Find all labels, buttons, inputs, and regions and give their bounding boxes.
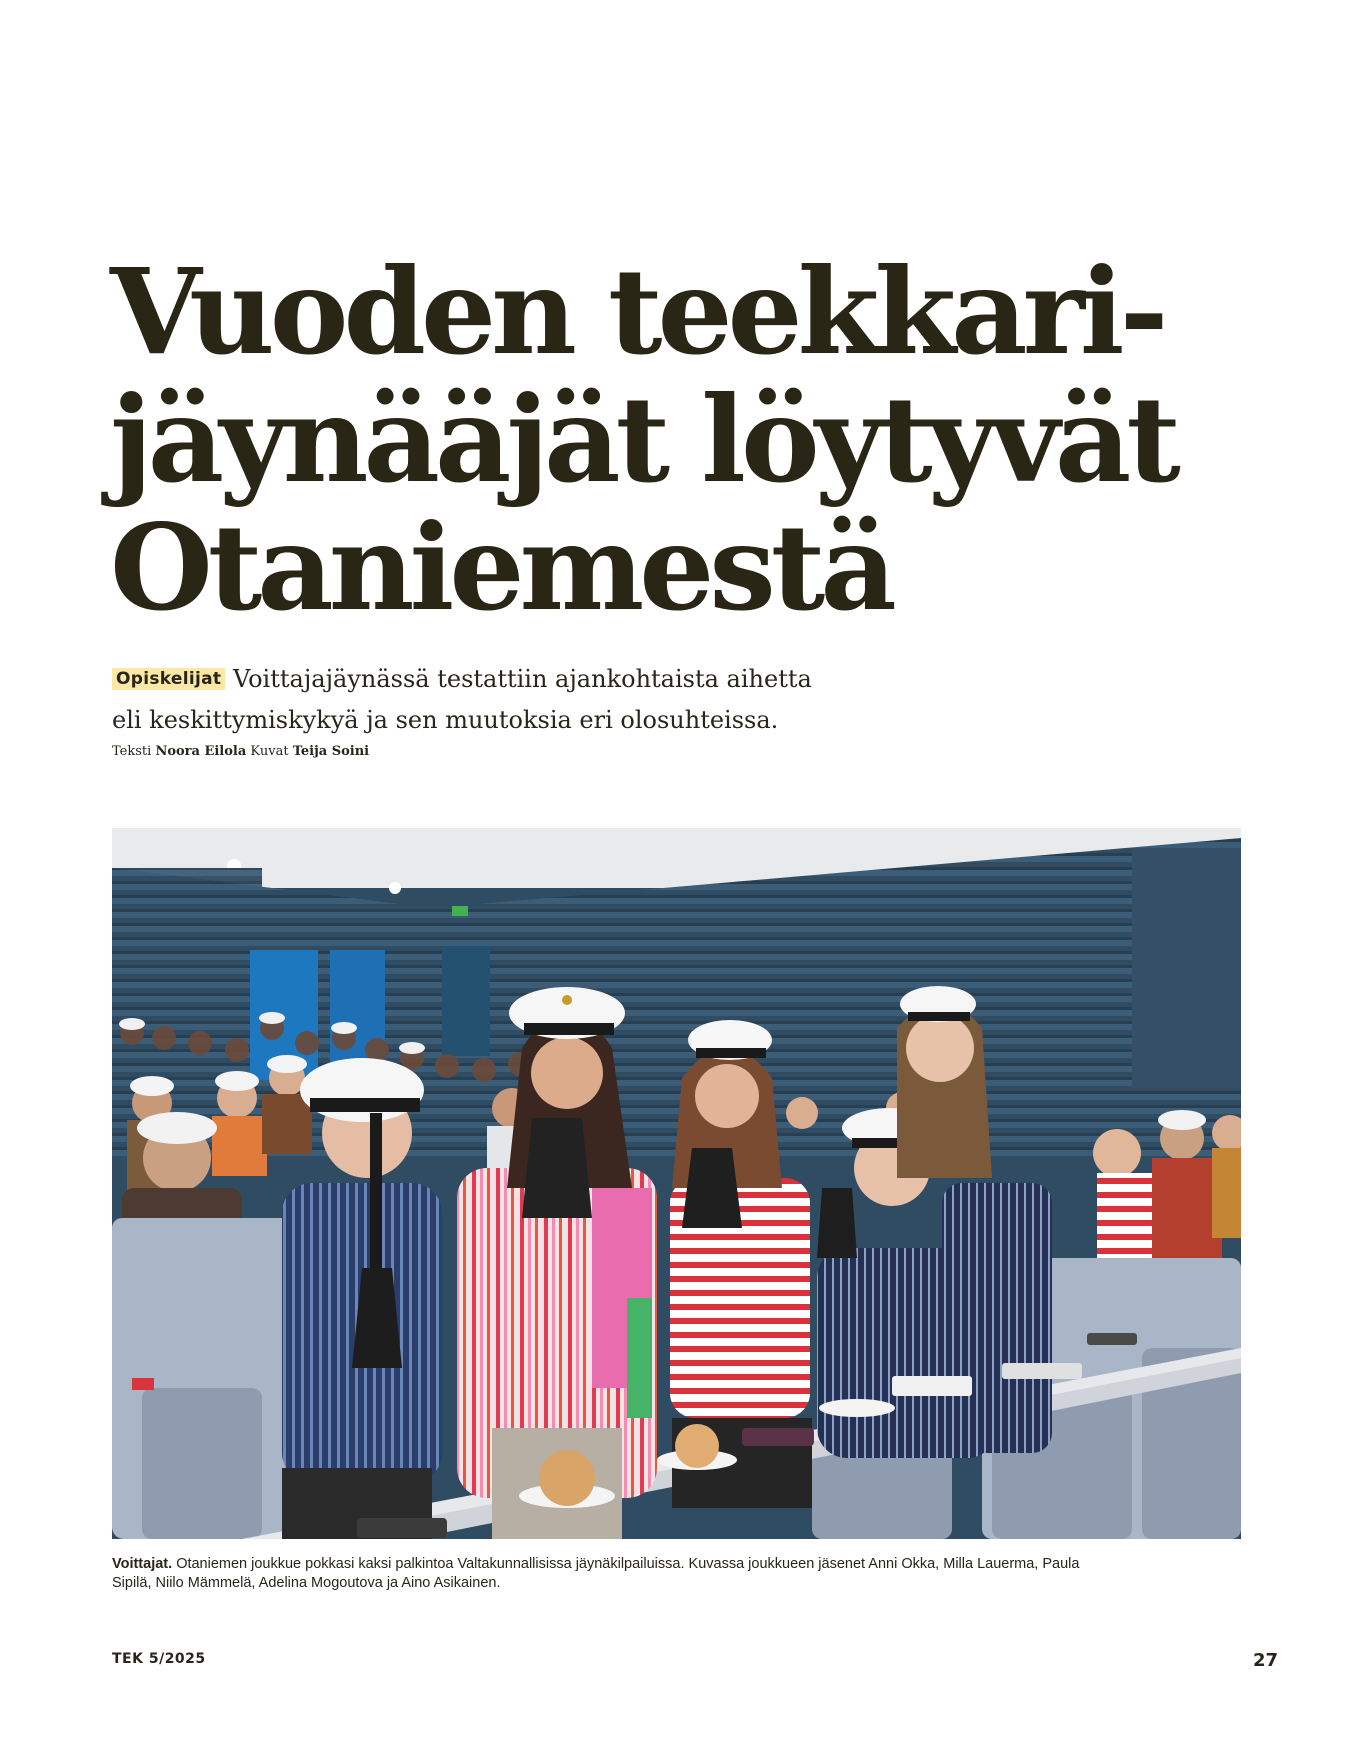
byline-text-author: Noora Eilola — [155, 744, 247, 759]
caption-text: Otaniemen joukkue pokkasi kaksi palkintoa Valtakunnallisissa jäynäkilpailuissa. Kuvassa joukkueen jäsenet Anni Okka, Milla Lauerma, Paula Sipilä, Niilo Mämmelä, Adelina Mogoutova ja Aino Asikainen. — [112, 1556, 1080, 1591]
section-kicker: Opiskelijat — [112, 668, 225, 690]
byline-photo-label: Kuvat — [250, 744, 289, 759]
photo-caption — [112, 1555, 1092, 1593]
caption-title: Voittajat. — [112, 1556, 173, 1572]
page-number: 27 — [1252, 1650, 1278, 1671]
magazine-issue: TEK 5/2025 — [112, 1651, 206, 1667]
article-headline — [110, 242, 1290, 637]
headline-line-2: jäynääjät löytyvät — [110, 370, 1176, 509]
lead-line-1 — [112, 660, 1012, 701]
article-lead — [112, 660, 1012, 739]
article-photo — [112, 828, 1241, 1539]
byline-text-label: Teksti — [112, 744, 152, 759]
headline-line-3: Otaniemestä — [110, 498, 892, 637]
lead-text-1: Voittajajäynässä testattiin ajankohtaista aihetta — [232, 665, 812, 693]
byline-photo-author: Teija Soini — [292, 744, 370, 759]
byline — [112, 744, 369, 759]
headline-line-1: Vuoden teekkari- — [110, 242, 1164, 381]
lead-text-2: eli keskittymiskykyä ja sen muutoksia eri olosuhteissa. — [112, 706, 779, 734]
